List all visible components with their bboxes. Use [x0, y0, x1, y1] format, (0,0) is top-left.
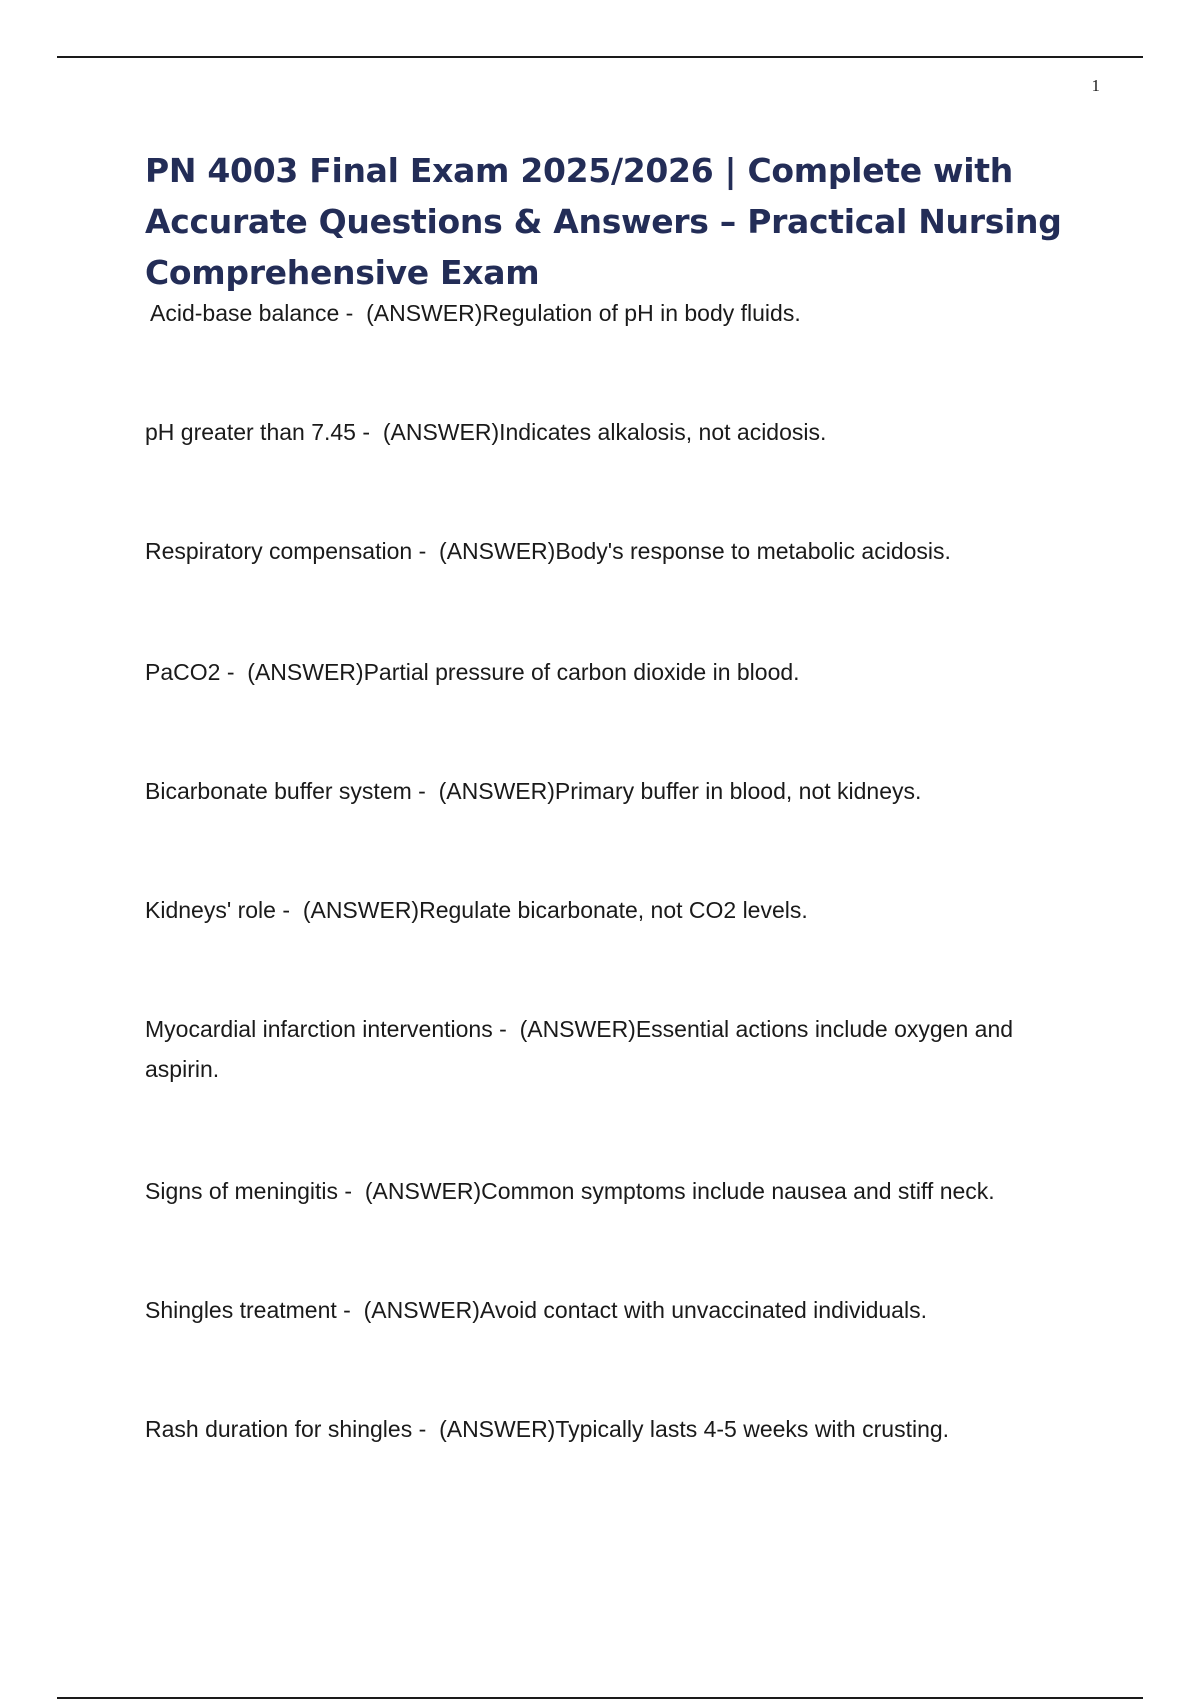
qa-answer-marker: (ANSWER): [302, 897, 420, 923]
qa-answer: Regulation of pH in body fluids.: [482, 300, 801, 326]
qa-answer: Regulate bicarbonate, not CO2 levels.: [419, 897, 808, 923]
qa-item: [145, 1409, 1090, 1449]
qa-answer-marker: (ANSWER): [247, 659, 364, 685]
qa-answer-marker: (ANSWER): [382, 419, 500, 445]
qa-answer-marker: (ANSWER): [519, 1016, 636, 1042]
qa-term: Rash duration for shingles -: [145, 1416, 439, 1442]
qa-item: [145, 1290, 1090, 1330]
qa-answer-marker: (ANSWER): [439, 538, 556, 564]
qa-term: Kidneys' role -: [145, 897, 303, 923]
qa-item: [145, 890, 1090, 930]
qa-item: [145, 531, 1090, 571]
qa-term: Acid-base balance -: [150, 300, 366, 326]
qa-answer-marker: (ANSWER): [364, 1178, 482, 1204]
qa-answer: Indicates alkalosis, not acidosis.: [499, 419, 827, 445]
qa-term: Bicarbonate buffer system -: [145, 778, 439, 804]
qa-answer-marker: (ANSWER): [366, 300, 483, 326]
header-rule: [57, 56, 1143, 58]
qa-term: Myocardial infarction interventions -: [145, 1016, 520, 1042]
qa-term: Shingles treatment -: [145, 1297, 364, 1323]
qa-answer-marker: (ANSWER): [363, 1297, 480, 1323]
qa-answer: Essential actions include oxygen and aspirin.: [145, 1016, 1014, 1082]
qa-term: Signs of meningitis -: [145, 1178, 365, 1204]
qa-answer: Avoid contact with unvaccinated individuals.: [479, 1297, 927, 1323]
qa-answer: Partial pressure of carbon dioxide in blood.: [363, 659, 800, 685]
document-title: PN 4003 Final Exam 2025/2026 | Complete with Accurate Questions & Answers – Practical Nursing Comprehensive Exam: [145, 151, 1062, 292]
qa-answer: Typically lasts 4-5 weeks with crusting.: [555, 1416, 950, 1442]
footer-rule: [57, 1697, 1143, 1699]
qa-answer: Common symptoms include nausea and stiff neck.: [481, 1178, 995, 1204]
qa-answer: Primary buffer in blood, not kidneys.: [554, 778, 922, 804]
qa-item: [145, 1171, 1090, 1211]
qa-item: [145, 771, 1090, 811]
qa-answer-marker: (ANSWER): [439, 1416, 556, 1442]
qa-item: [145, 652, 1090, 692]
qa-item: [150, 293, 1095, 333]
qa-term: Respiratory compensation -: [145, 538, 439, 564]
qa-answer-marker: (ANSWER): [438, 778, 555, 804]
qa-item: [145, 1009, 1090, 1089]
qa-item: [145, 412, 1090, 452]
page-number: 1: [1091, 76, 1100, 95]
qa-term: PaCO2 -: [145, 659, 247, 685]
qa-term: pH greater than 7.45 -: [145, 419, 383, 445]
qa-answer: Body's response to metabolic acidosis.: [555, 538, 951, 564]
